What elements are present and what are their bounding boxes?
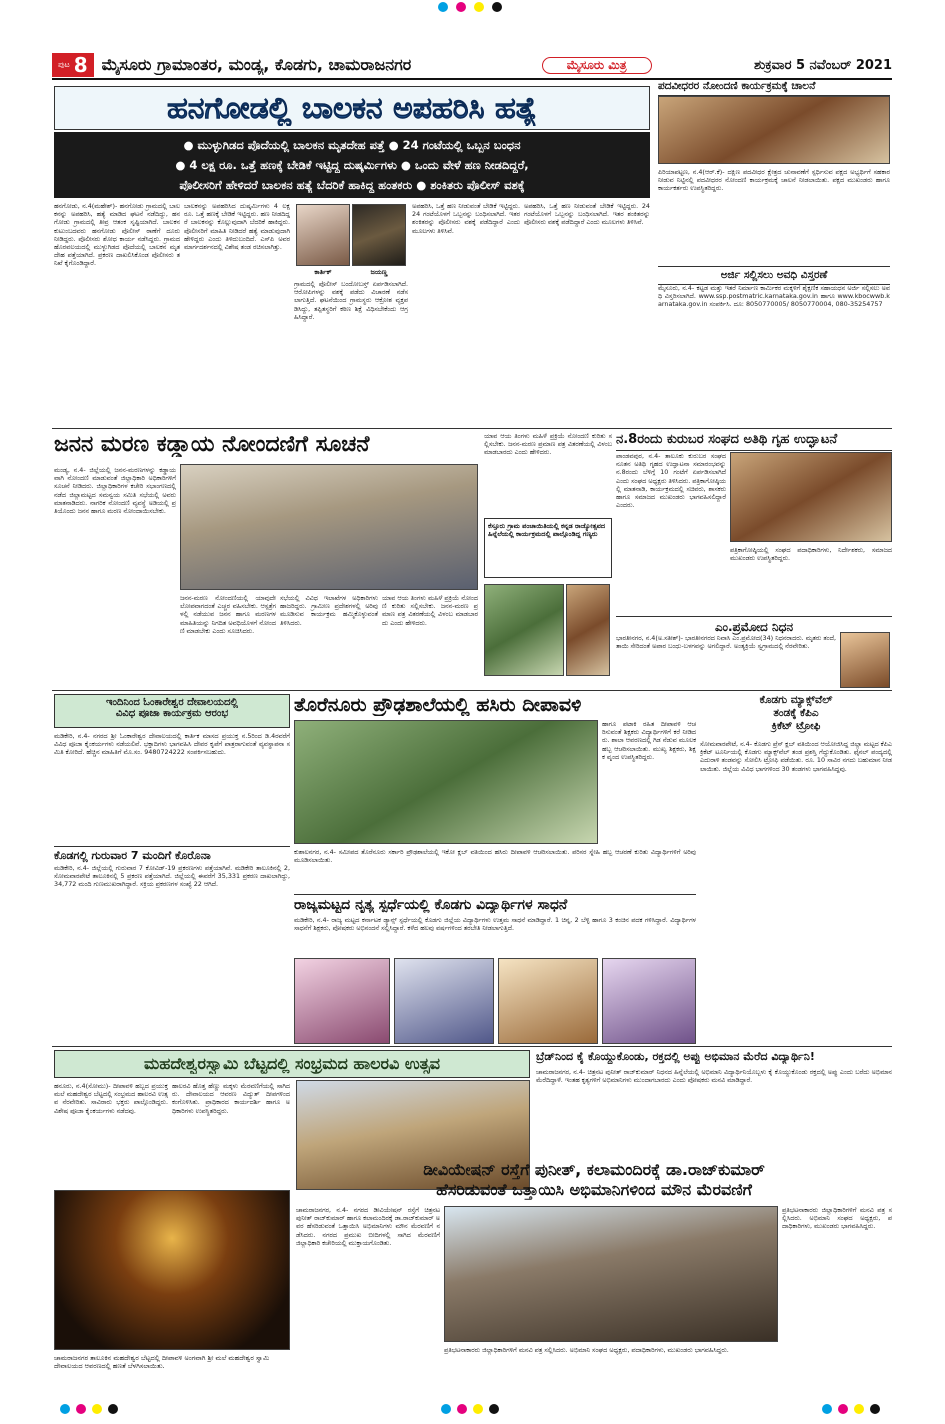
black-dot [489, 1404, 499, 1414]
black-dot [108, 1404, 118, 1414]
mm-hills-headline: ಮಹದೇಶ್ವರಸ್ವಾಮಿ ಬೆಟ್ಟದಲ್ಲಿ ಸಂಭ್ರಮದ ಹಾಲರವಿ ಉತ್ಸವ [144, 1054, 440, 1073]
birth-death-col-4: ಯಾವ ಆಯ ತಿಂಗಳು ಮಹಿಳೆ ಪ್ರಕ್ರಿಯೆ ನೋಂದಣಿ ಕುರಿತು ಸಲ್ಲಿಸಬೇಕು. ಜನನ-ಮರಣ ಪ್ರಮಾಣ ಪತ್ರ ವಿತರಣೆಯಲ್ಲಿ ವಿಳಂಬ ಮಾಡಬಾರದು ಎಂದು ಹೇಳಿದರು. [382, 594, 478, 627]
magenta-dot [457, 1404, 467, 1414]
yellow-dot [92, 1404, 102, 1414]
temple-headline-line-2: ವಿವಿಧ ಪೂಜಾ ಕಾರ್ಯಕ್ರಮ ಆರಂಭ [115, 708, 229, 719]
magenta-dot [456, 2, 466, 12]
yellow-dot [474, 2, 484, 12]
middle-text: ಯಾವ ಆಯ ತಿಂಗಳು ಮಹಿಳೆ ಪ್ರಕ್ರಿಯೆ ನೋಂದಣಿ ಕುರಿತು ಸಲ್ಲಿಸಬೇಕು. ಜನನ-ಮರಣ ಪ್ರಮಾಣ ಪತ್ರ ವಿತರಣೆಯಲ್ಲಿ ವಿಳಂಬ ಮಾಡಬಾರದು ಎಂದು ಹೇಳಿದರು. [484, 432, 612, 457]
dance-photo-2 [394, 958, 494, 1044]
lead-highlights [54, 132, 650, 198]
puneeth-headline-line-2: ಹೆಸರಿಡುವಂತೆ ಒತ್ತಾಯಿಸಿ ಅಭಿಮಾನಿಗಳಿಂದ ಮೌನ ಮೆರವಣಿಗೆ [436, 1180, 752, 1199]
puneeth-rally-photo [444, 1206, 778, 1342]
mm-hills-text-2: ಹಾಲರವಿ ಹೊತ್ತ ಹೆಣ್ಣು ಮಕ್ಕಳು ಮೆರವಣಿಗೆಯಲ್ಲಿ ಸಾಗಿದರು. ದೇವಾಲಯದ ಆವರಣ ವಿದ್ಯುತ್ ದೀಪಗಳಿಂದ ಕಂಗೊಳಿಸಿತು. ಪ್ರಾಧಿಕಾರದ ಕಾರ್ಯದರ್ಶಿ ಹಾಗೂ ಅಧಿಕಾರಿಗಳು ಉಪಸ್ಥಿತರಿದ್ದರು. [172, 1082, 290, 1115]
temple-headline-line-1: ಇಂದಿನಿಂದ ಓಂಕಾರೇಶ್ವರ ದೇವಾಲಯದಲ್ಲಿ [105, 697, 238, 708]
puneeth-headline-line-1: ಡೀವಿಯೇಷನ್ ರಸ್ತೆಗೆ ಪುನೀತ್, ಕಲಾಮಂದಿರಕ್ಕೆ ಡಾ.ರಾಜ್‌ಕುಮಾರ್ [423, 1160, 765, 1179]
region-title: ಮೈಸೂರು ಗ್ರಾಮಾಂತರ, ಮಂಡ್ಯ, ಕೊಡಗು, ಚಾಮರಾಜನಗರ [101, 55, 412, 74]
accused-photo-caption: ಜಯಣ್ಣ [370, 268, 388, 276]
graduates-text: ಪಿರಿಯಾಪಟ್ಟಣ, ನ.4(ಆರ್.ಕೆ)- ದಕ್ಷಿಣ ಪದವೀಧರ ಕ್ಷೇತ್ರದ ಚುನಾವಣೆಗೆ ಸ್ಪರ್ಧಿಸುವ ಪಕ್ಷದ ಅಭ್ಯರ್ಥಿಗೆ ಸಹಕಾರ ನೀಡುವ ನಿಟ್ಟಿನಲ್ಲಿ ಪದವೀಧರರ ನೋಂದಣಿ ಕಾರ್ಯಕ್ರಮಕ್ಕೆ ಚಾಲನೆ ನೀಡಲಾಯಿತು. ಪಕ್ಷದ ಮುಖಂಡರು ಹಾಗೂ ಕಾರ್ಯಕರ್ತರು ಉಪಸ್ಥಿತರಿದ್ದರು. [658, 168, 890, 193]
page-label: ಪುಟ [58, 60, 70, 69]
black-dot [492, 2, 502, 12]
cricket-text: ಸೋಮವಾರಪೇಟೆ, ನ.4- ಕೊಡಗು ಪ್ರೆಸ್ ಕ್ಲಬ್ ವತಿಯಿಂದ ಆಯೋಜಿಸಿದ್ದ ಜಿಲ್ಲಾ ಮಟ್ಟದ ಕೆಪಿಎ ಕ್ರಿಕೆಟ್ ಟೂರ್ನಿಯಲ್ಲಿ ಕೊಡಗು ಮ್ಯಾಕ್ಸ್‌ವೆಲ್ ತಂಡ ಪ್ರಶಸ್ತಿ ಗೆದ್ದುಕೊಂಡಿತು. ಫೈನಲ್ ಪಂದ್ಯದಲ್ಲಿ ಎದುರಾಳಿ ತಂಡವನ್ನು ಸೋಲಿಸಿ ಟ್ರೋಫಿ ಪಡೆಯಿತು. ರೂ. 10 ಸಾವಿರ ನಗದು ಬಹುಮಾನ ನೀಡಲಾಯಿತು. ಜಿಲ್ಲೆಯ ವಿವಿಧ ಭಾಗಗಳಿಂದ 30 ತಂಡಗಳು ಭಾಗವಹಿಸಿದ್ದವು. [700, 740, 892, 773]
cmyk-strip-right [822, 1404, 880, 1416]
magenta-dot [76, 1404, 86, 1414]
dance-text: ಮಡಿಕೇರಿ, ನ.4- ರಾಜ್ಯ ಮಟ್ಟದ ಕರ್ನಾಟಕ ಡ್ಯಾನ್ಸ್ ಸ್ಪರ್ಧೆಯಲ್ಲಿ ಕೊಡಗು ಜಿಲ್ಲೆಯ ವಿದ್ಯಾರ್ಥಿಗಳು ಉತ್ತಮ ಸಾಧನೆ ಮಾಡಿದ್ದಾರೆ. 1 ಚಿನ್ನ, 2 ಬೆಳ್ಳಿ ಹಾಗೂ 3 ಕಂಚಿನ ಪದಕ ಗಳಿಸಿದ್ದಾರೆ. ವಿದ್ಯಾರ್ಥಿಗಳ ಸಾಧನೆಗೆ ಶಿಕ್ಷಕರು, ಪೋಷಕರು ಅಭಿನಂದನೆ ಸಲ್ಲಿಸಿದ್ದಾರೆ. ಕಳೆದ ಹಲವು ವರ್ಷಗಳಿಂದ ತರಬೇತಿ ನೀಡಲಾಗುತ್ತಿದೆ. [294, 916, 696, 933]
dance-photo-1 [294, 958, 390, 1044]
mm-hills-caption: ಚಾಮರಾಜನಗರ ತಾಲೂಕಿನ ಮಹದೇಶ್ವರ ಬೆಟ್ಟದಲ್ಲಿ ದೀಪಾವಳಿ ಅಂಗವಾಗಿ ಶ್ರೀ ಮಲೆ ಮಹದೇಶ್ವರ ಸ್ವಾಮಿ ದೇವಾಲಯದ ಆವರಣದಲ್ಲಿ ಹಣತೆ ಬೆಳಗಿಸಲಾಯಿತು. [54, 1354, 270, 1371]
cricket-headline-line-2: ತಂಡಕ್ಕೆ ಕೆಪಿಎ [773, 707, 819, 719]
obit-text: ಭಾರತೀನಗರ, ನ.4(ಅ.ಸತೀಶ್)- ಭಾರತೀನಗರದ ನಿವಾಸಿ ಎಂ.ಪ್ರಮೋದ(34) ನಿಧನರಾದರು. ಮೃತರು ತಂದೆ, ತಾಯಿ ಸೇರಿದಂತೆ ಅಪಾರ ಬಂಧು-ಬಳಗವನ್ನು ಅಗಲಿದ್ದಾರೆ. ಅಂತ್ಯಕ್ರಿಯೆ ಸ್ವಗ್ರಾಮದಲ್ಲಿ ನೆರವೇರಿತು. [616, 634, 836, 651]
mm-hills-headline-box [54, 1050, 530, 1078]
cyan-dot [60, 1404, 70, 1414]
temple-text: ಮಡಿಕೇರಿ, ನ.4- ನಗರದ ಶ್ರೀ ಓಂಕಾರೇಶ್ವರ ದೇವಾಲಯದಲ್ಲಿ ಕಾರ್ತಿಕ ಮಾಸದ ಪ್ರಯುಕ್ತ ನ.5ರಿಂದ ಡಿ.4ರವರೆಗೆ ವಿವಿಧ ಪೂಜಾ ಕೈಂಕರ್ಯಗಳು ನಡೆಯಲಿವೆ. ಭಕ್ತಾದಿಗಳು ಭಾಗವಹಿಸಿ ದೇವರ ಕೃಪೆಗೆ ಪಾತ್ರರಾಗುವಂತೆ ವ್ಯವಸ್ಥಾಪನಾ ಸಮಿತಿ ಕೋರಿದೆ. ಹೆಚ್ಚಿನ ಮಾಹಿತಿಗೆ ಮೊ.ಸಂ. 9480724222 ಸಂಪರ್ಕಿಸಬಹುದು. [54, 732, 290, 757]
bread-text: ಚಾಮರಾಜನಗರ, ನ.4- ಚಿತ್ರನಟ ಪುನೀತ್ ರಾಜ್‌ಕುಮಾರ್ ನಿಧನದ ಹಿನ್ನೆಲೆಯಲ್ಲಿ ಅಭಿಮಾನಿ ವಿದ್ಯಾರ್ಥಿನಿಯೊಬ್ಬಳು ಕೈ ಕೊಯ್ದುಕೊಂಡು ರಕ್ತದಲ್ಲಿ ಅಪ್ಪು ಎಂದು ಬರೆದು ಅಭಿಮಾನ ಮೆರೆದಿದ್ದಾಳೆ. ಇಂತಹ ಕೃತ್ಯಗಳಿಗೆ ಅಭಿಮಾನಿಗಳು ಮುಂದಾಗಬಾರದು ಎಂದು ಪೋಷಕರು ಮನವಿ ಮಾಡಿದ್ದಾರೆ. [536, 1068, 892, 1085]
temple-headline-box [54, 694, 290, 728]
kuruba-headline: ನ.8ರಂದು ಕುರುಬರ ಸಂಘದ ಅತಿಥಿ ಗೃಹ ಉದ್ಘಾಟನೆ [616, 432, 892, 451]
mm-hills-lamps-photo [54, 1190, 290, 1350]
corona-headline: ಕೊಡಗಲ್ಲಿ ಗುರುವಾರ 7 ಮಂದಿಗೆ ಕೊರೊನಾ [54, 846, 290, 863]
issue-date: ಶುಕ್ರವಾರ 5 ನವೆಂಬರ್ 2021 [753, 57, 892, 73]
cyan-dot [441, 1404, 451, 1414]
dance-photo-3 [498, 958, 598, 1044]
lead-col-4: ಅಪಹರಿಸಿ, ಒತ್ತೆ ಹಣ ನೀಡುವಂತೆ ಬೇಡಿಕೆ ಇಟ್ಟಿದ್ದರು. 24 ಗಂಟೆಯೊಳಗೆ ಒಬ್ಬನನ್ನು ಬಂಧಿಸಲಾಗಿದೆ. ಇತರ ಶಂಕಿತರನ್ನು ಪೊಲೀಸರು ವಶಕ್ಕೆ ಪಡೆದಿದ್ದಾರೆ ಎಂದು ಮೂಲಗಳು ತಿಳಿಸಿವೆ. [412, 202, 520, 235]
kuruba-text-2: ಪತ್ರಿಕಾಗೋಷ್ಠಿಯಲ್ಲಿ ಸಂಘದ ಪದಾಧಿಕಾರಿಗಳು, ನಿರ್ದೇಶಕರು, ಸಮಾಜದ ಮುಖಂಡರು ಉಪಸ್ಥಿತರಿದ್ದರು. [730, 546, 892, 563]
lead-headline: ಹನಗೋಡಲ್ಲಿ ಬಾಲಕನ ಅಪಹರಿಸಿ ಹತ್ಯೆ [166, 90, 538, 126]
obit-headline: ಎಂ.ಪ್ರಮೋದ ನಿಧನ [616, 616, 892, 635]
puneeth-text-2: ಪ್ರತಿಭಟನಾಕಾರರು ಜಿಲ್ಲಾಧಿಕಾರಿಗಳಿಗೆ ಮನವಿ ಪತ್ರ ಸಲ್ಲಿಸಿದರು. ಅಭಿಮಾನಿ ಸಂಘದ ಅಧ್ಯಕ್ಷರು, ಪದಾಧಿಕಾರಿಗಳು, ಮುಖಂಡರು ಭಾಗವಹಿಸಿದ್ದರು. [444, 1346, 729, 1354]
highlight-line: ● 4 ಲಕ್ಷ ರೂ. ಒತ್ತೆ ಹಣಕ್ಕೆ ಬೇಡಿಕೆ ಇಟ್ಟಿದ್ದ ದುಷ್ಕರ್ಮಿಗಳು ● ಒಂದು ವೇಳೆ ಹಣ ನೀಡದಿದ್ದರೆ, [175, 157, 529, 172]
magenta-dot [838, 1404, 848, 1414]
puneeth-headline [296, 1160, 892, 1200]
registration-marks-bottom [60, 1404, 880, 1416]
cmyk-strip-center [441, 1404, 499, 1416]
accused-photo [352, 204, 406, 266]
cmyk-strip-left [60, 1404, 118, 1416]
cricket-headline [700, 694, 892, 733]
lead-col-5: ಅಪಹರಿಸಿ, ಒತ್ತೆ ಹಣ ನೀಡುವಂತೆ ಬೇಡಿಕೆ ಇಟ್ಟಿದ್ದರು. 24 ಗಂಟೆಯೊಳಗೆ ಒಬ್ಬನನ್ನು ಬಂಧಿಸಲಾಗಿದೆ. ಇತರ ಶಂಕಿತರನ್ನು ಪೊಲೀಸರು ವಶಕ್ಕೆ ಪಡೆದಿದ್ದಾರೆ ಎಂದು ಮೂಲಗಳು ತಿಳಿಸಿವೆ. [524, 202, 650, 227]
birth-death-col-3: ಸಭೆಯಲ್ಲಿ ವಿವಿಧ ಇಲಾಖೆಗಳ ಅಧಿಕಾರಿಗಳು ಹಾಜರಿದ್ದರು. ಗ್ರಾಮೀಣ ಪ್ರದೇಶಗಳಲ್ಲಿ ಅರಿವು ಮೂಡಿಸುವ ಕಾರ್ಯಕ್ರಮ ಹಮ್ಮಿಕೊಳ್ಳುವಂತೆ ತಿಳಿಸಿದರು. [280, 594, 378, 627]
deadline-text: ಮೈಸೂರು, ನ.4- ಕಟ್ಟಡ ಮತ್ತು ಇತರೆ ನಿರ್ಮಾಣ ಕಾರ್ಮಿಕರ ಮಕ್ಕಳಿಗೆ ಶೈಕ್ಷಣಿಕ ಸಹಾಯಧನ ಅರ್ಜಿ ಸಲ್ಲಿಸಲು ಅವಧಿ ವಿಸ್ತರಿಸಲಾಗಿದೆ. www.ssp.postmatric.karnataka.gov.in ಹಾಗೂ www.kbocwwb.karnataka.gov.in ಸಂಪರ್ಕಿಸಿ. ದೂ: 8050770005/ 8050770004, 080-35254757 [658, 284, 890, 309]
page-number-box [52, 53, 94, 77]
deadline-headline: ಅರ್ಜಿ ಸಲ್ಲಿಸಲು ಅವಧಿ ವಿಸ್ತರಣೆ [658, 266, 890, 285]
deepavali-headline: ತೊರೆನೂರು ಪ್ರೌಢಶಾಲೆಯಲ್ಲಿ ಹಸಿರು ದೀಪಾವಳಿ [294, 694, 582, 716]
victim-photo [296, 204, 350, 266]
deepavali-text: ಕುಶಾಲನಗರ, ನ.4- ಸಮೀಪದ ತೊರೆನೂರು ಸರ್ಕಾರಿ ಪ್ರೌಢಶಾಲೆಯಲ್ಲಿ ಇಕೋ ಕ್ಲಬ್ ವತಿಯಿಂದ ಹಸಿರು ದೀಪಾವಳಿ ಆಚರಿಸಲಾಯಿತು. ಪರಿಸರ ಸ್ನೇಹಿ ಹಬ್ಬ ಆಚರಣೆ ಕುರಿತು ವಿದ್ಯಾರ್ಥಿಗಳಿಗೆ ಅರಿವು ಮೂಡಿಸಲಾಯಿತು. [294, 848, 696, 865]
lead-col-1: ಹನಗೋಡು, ನ.4(ಮಹೇಶ್)- ಹನಗೋಡು ಗ್ರಾಮದಲ್ಲಿ ಬಾಲಕನನ್ನು ಅಪಹರಿಸಿ, ಹತ್ಯೆ ಮಾಡಿದ ಘಟನೆ ನಡೆದಿದ್ದು, ಹನಗೋಡು ಗ್ರಾಮದಲ್ಲಿ ತೀವ್ರ ಆತಂಕ ಸೃಷ್ಟಿಯಾಗಿದೆ. ಬಾಲಕನ ಕುಟುಂಬದವರು ಹನಗೋಡು ಪೊಲೀಸ್ ಠಾಣೆಗೆ ದೂರು ನೀಡಿದ್ದರು. ಪೊಲೀಸರು ಶೋಧ ಕಾರ್ಯ ನಡೆಸಿದ್ದರು. ಗ್ರಾಮದ ಹೊರವಲಯದಲ್ಲಿ ಮುಳ್ಳುಗಿಡದ ಪೊದೆಯಲ್ಲಿ ಬಾಲಕನ ಮೃತದೇಹ ಪತ್ತೆಯಾಗಿದೆ. ಪ್ರಕರಣ ದಾಖಲಿಸಿಕೊಂಡ ಪೊಲೀಸರು ತನಿಖೆ ಕೈಗೊಂಡಿದ್ದಾರೆ. [54, 202, 180, 268]
cyan-dot [438, 2, 448, 12]
puneeth-text: ಚಾಮರಾಜನಗರ, ನ.4- ನಗರದ ಡೀವಿಯೇಷನ್ ರಸ್ತೆಗೆ ಚಿತ್ರನಟ ಪುನೀತ್ ರಾಜ್‌ಕುಮಾರ್ ಹಾಗೂ ಕಲಾಮಂದಿರಕ್ಕೆ ಡಾ.ರಾಜ್‌ಕುಮಾರ್ ಅವರ ಹೆಸರಿಡುವಂತೆ ಒತ್ತಾಯಿಸಿ ಅಭಿಮಾನಿಗಳು ಮೌನ ಮೆರವಣಿಗೆ ನಡೆಸಿದರು. ನಗರದ ಪ್ರಮುಖ ಬೀದಿಗಳಲ್ಲಿ ಸಾಗಿದ ಮೆರವಣಿಗೆ ಜಿಲ್ಲಾಧಿಕಾರಿ ಕಚೇರಿಯಲ್ಲಿ ಮುಕ್ತಾಯಗೊಂಡಿತು. [296, 1206, 440, 1247]
birth-death-col-2: ಜನನ-ಮರಣ ನೋಂದಣಿಯಲ್ಲಿ ಯಾವುದೇ ಲೋಪವಾಗದಂತೆ ಎಚ್ಚರ ವಹಿಸಬೇಕು. ಆಸ್ಪತ್ರೆಗಳಲ್ಲಿ ನಡೆಯುವ ಜನನ ಹಾಗೂ ಮರಣಗಳ ಮಾಹಿತಿಯನ್ನು ನಿಗದಿತ ಅವಧಿಯೊಳಗೆ ನೋಂದಣಿ ಮಾಡಬೇಕು ಎಂದು ಸೂಚಿಸಿದರು. [180, 594, 276, 635]
divider [52, 690, 892, 691]
lead-col-2: ಬಾಲಕನನ್ನು ಅಪಹರಿಸಿದ ದುಷ್ಕರ್ಮಿಗಳು 4 ಲಕ್ಷ ರೂ. ಒತ್ತೆ ಹಣಕ್ಕೆ ಬೇಡಿಕೆ ಇಟ್ಟಿದ್ದರು. ಹಣ ನೀಡದಿದ್ದರೆ ಬಾಲಕನನ್ನು ಕೊಲ್ಲುವುದಾಗಿ ಬೆದರಿಕೆ ಹಾಕಿದ್ದರು. ಪೊಲೀಸರಿಗೆ ಮಾಹಿತಿ ನೀಡಿದರೆ ಹತ್ಯೆ ಮಾಡುವುದಾಗಿ ಹೇಳಿದ್ದರು ಎಂದು ತಿಳಿದುಬಂದಿದೆ. ಎಸ್‌ಪಿ ಅವರ ಮಾರ್ಗದರ್ಶನದಲ್ಲಿ ವಿಶೇಷ ತಂಡ ರಚಿಸಲಾಗಿತ್ತು. [184, 202, 290, 251]
highlight-line: ಪೊಲೀಸರಿಗೆ ಹೇಳಿದರೆ ಬಾಲಕನ ಹತ್ಯೆ ಬೆದರಿಕೆ ಹಾಕಿದ್ದ ಹಂತಕರು ● ಶಂಕಿತರು ಪೊಲೀಸ್ ವಶಕ್ಕೆ [179, 177, 525, 192]
cyan-dot [822, 1404, 832, 1414]
highlight-line: ● ಮುಳ್ಳುಗಿಡದ ಪೊದೆಯಲ್ಲಿ ಬಾಲಕನ ಮೃತದೇಹ ಪತ್ತೆ ● 24 ಗಂಟೆಯಲ್ಲಿ ಒಬ್ಬನ ಬಂಧನ [183, 137, 521, 152]
deepavali-text-2: ಹಾಗೂ ಪಟಾಕಿ ರಹಿತ ದೀಪಾವಳಿ ಆಚರಿಸುವಂತೆ ಶಿಕ್ಷಕರು ವಿದ್ಯಾರ್ಥಿಗಳಿಗೆ ಕರೆ ನೀಡಿದರು. ಶಾಲಾ ಆವರಣದಲ್ಲಿ ಗಿಡ ನೆಡುವ ಮೂಲಕ ಹಬ್ಬ ಆಚರಿಸಲಾಯಿತು. ಮುಖ್ಯ ಶಿಕ್ಷಕರು, ಶಿಕ್ಷಕ ವೃಂದ ಉಪಸ್ಥಿತರಿದ್ದರು. [602, 720, 696, 761]
cricket-headline-line-1: ಕೊಡಗು ಮ್ಯಾಕ್ಸ್‌ವೆಲ್ [759, 694, 833, 706]
kuruba-photo [730, 452, 892, 542]
lead-headline-box [54, 86, 650, 130]
birth-death-headline: ಜನನ ಮರಣ ಕಡ್ಡಾಯ ನೋಂದಣಿಗೆ ಸೂಚನೆ [54, 432, 370, 457]
deepavali-photo [294, 720, 598, 844]
dance-photo-4 [602, 958, 696, 1044]
black-dot [870, 1404, 880, 1414]
obit-photo [840, 632, 890, 688]
corona-text: ಮಡಿಕೇರಿ, ನ.4- ಜಿಲ್ಲೆಯಲ್ಲಿ ಗುರುವಾರ 7 ಕೋವಿಡ್-19 ಪ್ರಕರಣಗಳು ಪತ್ತೆಯಾಗಿವೆ. ಮಡಿಕೇರಿ ತಾಲೂಕಿನಲ್ಲಿ 2, ಸೋಮವಾರಪೇಟೆ ತಾಲೂಕಿನಲ್ಲಿ 5 ಪ್ರಕರಣ ಪತ್ತೆಯಾಗಿದೆ. ಜಿಲ್ಲೆಯಲ್ಲಿ ಈವರೆಗೆ 35,331 ಪ್ರಕರಣ ದಾಖಲಾಗಿದ್ದು, 34,772 ಮಂದಿ ಗುಣಮುಖರಾಗಿದ್ದಾರೆ. ಸಕ್ರಿಯ ಪ್ರಕರಣಗಳ ಸಂಖ್ಯೆ 22 ಆಗಿದೆ. [54, 864, 290, 889]
mm-hills-text: ಹನೂರು, ನ.4(ಸೋಮು)- ದೀಪಾವಳಿ ಹಬ್ಬದ ಪ್ರಯುಕ್ತ ಮಲೆ ಮಹದೇಶ್ವರ ಬೆಟ್ಟದಲ್ಲಿ ಸಂಭ್ರಮದ ಹಾಲರವಿ ಉತ್ಸವ ನೆರವೇರಿತು. ಸಾವಿರಾರು ಭಕ್ತರು ಪಾಲ್ಗೊಂಡಿದ್ದರು. ವಿಶೇಷ ಪೂಜಾ ಕೈಂಕರ್ಯಗಳು ನಡೆದವು. [54, 1082, 168, 1115]
middle-photo-1 [484, 584, 564, 676]
lead-col-3: ಗ್ರಾಮದಲ್ಲಿ ಪೊಲೀಸ್ ಬಂದೋಬಸ್ತ್ ಏರ್ಪಡಿಸಲಾಗಿದೆ. ಆರೋಪಿಗಳನ್ನು ವಶಕ್ಕೆ ಪಡೆದು ವಿಚಾರಣೆ ನಡೆಸಲಾಗುತ್ತಿದೆ. ಘಟನೆಯಿಂದ ಗ್ರಾಮಸ್ಥರು ಆಕ್ರೋಶ ವ್ಯಕ್ತಪಡಿಸಿದ್ದು, ತಪ್ಪಿತಸ್ಥರಿಗೆ ಕಠಿಣ ಶಿಕ್ಷೆ ವಿಧಿಸಬೇಕೆಂದು ಆಗ್ರಹಿಸಿದ್ದಾರೆ. [294, 280, 408, 321]
dance-headline: ರಾಜ್ಯಮಟ್ಟದ ನೃತ್ಯ ಸ್ಪರ್ಧೆಯಲ್ಲಿ ಕೊಡಗು ವಿದ್ಯಾರ್ಥಿಗಳ ಸಾಧನೆ [294, 894, 696, 913]
graduates-photo [658, 96, 890, 164]
divider [52, 1046, 892, 1047]
page-number: 8 [73, 53, 88, 77]
kuruba-text: ಪಾಂಡವಪುರ, ನ.4- ತಾಲೂಕು ಕುರುಬರ ಸಂಘದ ನೂತನ ಅತಿಥಿ ಗೃಹದ ಉದ್ಘಾಟನಾ ಸಮಾರಂಭವನ್ನು ನ.8ರಂದು ಬೆಳಿಗ್ಗೆ 10 ಗಂಟೆಗೆ ಏರ್ಪಡಿಸಲಾಗಿದೆ ಎಂದು ಸಂಘದ ಅಧ್ಯಕ್ಷರು ತಿಳಿಸಿದರು. ಪತ್ರಿಕಾಗೋಷ್ಠಿಯಲ್ಲಿ ಮಾತನಾಡಿ, ಕಾರ್ಯಕ್ರಮದಲ್ಲಿ ಸಚಿವರು, ಶಾಸಕರು ಹಾಗೂ ಸಮಾಜದ ಮುಖಂಡರು ಭಾಗವಹಿಸಲಿದ್ದಾರೆ ಎಂದರು. [616, 452, 726, 510]
paper-name: ಮೈಸೂರು ಮಿತ್ರ [542, 57, 652, 74]
middle-photo-caption: ಕೆಸ್ತೂರು ಗ್ರಾಮ ಪಂಚಾಯಿತಿಯಲ್ಲಿ ಕನ್ನಡ ರಾಜ್ಯೋತ್ಸವದ ಹಿನ್ನೆಲೆಯಲ್ಲಿ ಕಾರ್ಯಕ್ರಮದಲ್ಲಿ ಪಾಲ್ಗೊಂಡಿದ್ದ ಗಣ್ಯರು [484, 518, 612, 578]
masthead [52, 52, 892, 80]
divider [52, 428, 892, 429]
birth-death-col-1: ಮಂಡ್ಯ, ನ.4- ಜಿಲ್ಲೆಯಲ್ಲಿ ಜನನ-ಮರಣಗಳನ್ನು ಕಡ್ಡಾಯವಾಗಿ ನೋಂದಣಿ ಮಾಡುವಂತೆ ಜಿಲ್ಲಾಧಿಕಾರಿ ಅಧಿಕಾರಿಗಳಿಗೆ ಸೂಚನೆ ನೀಡಿದರು. ಜಿಲ್ಲಾಧಿಕಾರಿಗಳ ಕಚೇರಿ ಸಭಾಂಗಣದಲ್ಲಿ ನಡೆದ ಜಿಲ್ಲಾಮಟ್ಟದ ಸಮನ್ವಯ ಸಮಿತಿ ಸಭೆಯಲ್ಲಿ ಅವರು ಮಾತನಾಡಿದರು. ನಾಗರಿಕ ನೋಂದಣಿ ವ್ಯವಸ್ಥೆ ಅಡಿಯಲ್ಲಿ ಪ್ರತಿಯೊಂದು ಜನನ ಹಾಗೂ ಮರಣ ನೋಂದಾಯಿಸಬೇಕು. [54, 466, 176, 515]
puneeth-text-3: ಪ್ರತಿಭಟನಾಕಾರರು ಜಿಲ್ಲಾಧಿಕಾರಿಗಳಿಗೆ ಮನವಿ ಪತ್ರ ಸಲ್ಲಿಸಿದರು. ಅಭಿಮಾನಿ ಸಂಘದ ಅಧ್ಯಕ್ಷರು, ಪದಾಧಿಕಾರಿಗಳು, ಮುಖಂಡರು ಭಾಗವಹಿಸಿದ್ದರು. [782, 1206, 892, 1231]
registration-marks-top [420, 2, 520, 16]
yellow-dot [473, 1404, 483, 1414]
victim-photo-caption: ಕಾರ್ತಿಕ್ [314, 268, 332, 276]
graduates-headline: ಪದವೀಧರರ ನೋಂದಣಿ ಕಾರ್ಯಕ್ರಮಕ್ಕೆ ಚಾಲನೆ [658, 80, 890, 96]
meeting-photo [180, 464, 478, 590]
middle-photo-2 [566, 584, 610, 676]
bread-headline: ಬ್ರೆಡ್‌ನಿಂದ ಕೈ ಕೊಯ್ದುಕೊಂಡು, ರಕ್ತದಲ್ಲಿ ಅಪ್ಪು ಅಭಿಮಾನ ಮೆರೆದ ವಿದ್ಯಾರ್ಥಿನಿ! [536, 1050, 815, 1063]
yellow-dot [854, 1404, 864, 1414]
cricket-headline-line-3: ಕ್ರಿಕೆಟ್ ಟ್ರೋಫಿ [771, 720, 821, 732]
